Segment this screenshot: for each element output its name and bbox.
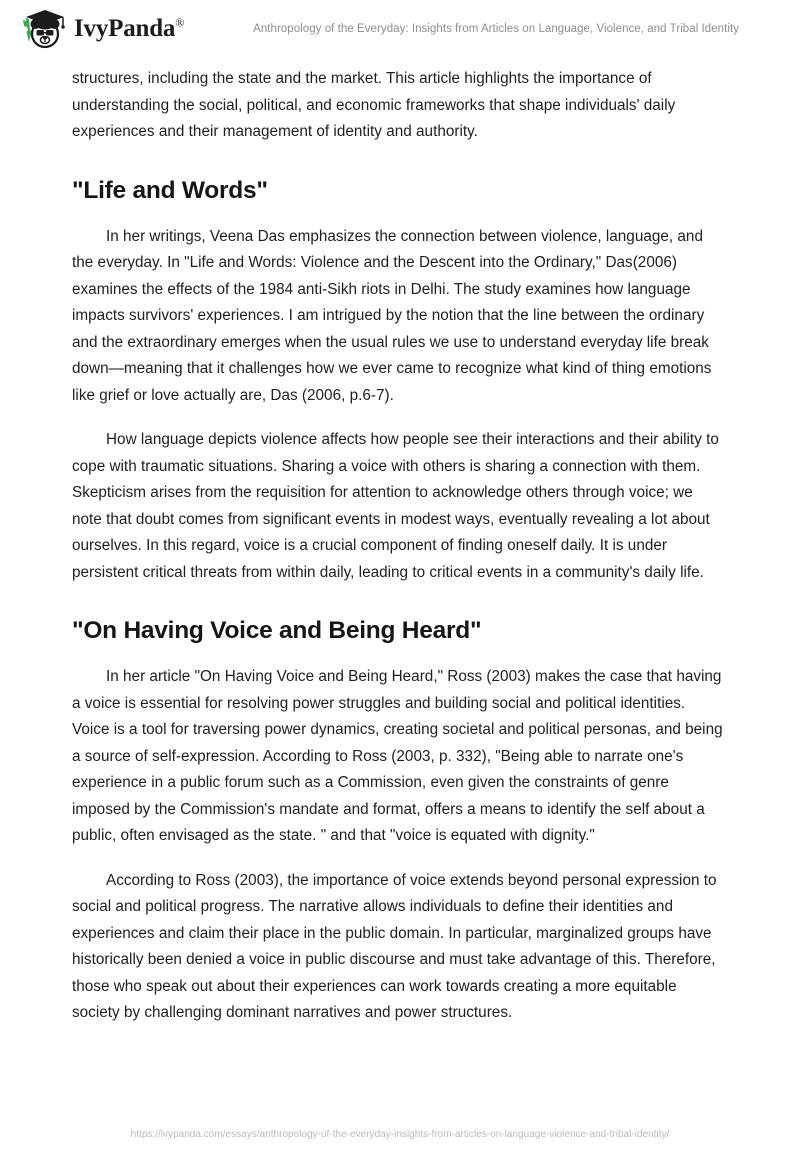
brand-logo[interactable] bbox=[18, 7, 184, 51]
section-heading-on-having-voice-and-being-heard: "On Having Voice and Being Heard" bbox=[72, 617, 482, 644]
ivypanda-panda-graduate-logo-icon bbox=[18, 7, 66, 51]
paragraph: In her writings, Veena Das emphasizes the connection between violence, language, and the everyday. In "Life and Words: Violence and the Descent into the Ordinary," Das(2006) examines the effects of the 1984 anti-Sikh riots in Delhi. The study examines how language impacts survivors' experiences. I am intrigued by the notion that the line between the ordinary and the extraordinary emerges when the usual rules we use to understand everyday life break down—meaning that it challenges how we ever came to recognize what kind of thing emotions like grief or love actually are, Das (2006, p.6-7). bbox=[72, 227, 712, 404]
article-body bbox=[72, 66, 724, 1031]
paragraph: In her article "On Having Voice and Being Heard," Ross (2003) makes the case that having a voice is essential for resolving power struggles and building social and political identities. Voice is a tool for traversing power dynamics, creating societal and political personas, and being a source of self-expression. According to Ross (2003, p. 332), "Being able to narrate one's experience in a public forum such as a Commission, even given the constraints of genre imposed by the Commission's mandate and format, offers a means to identify the self about a public, often envisaged as the state. " and that "voice is equated with dignity." bbox=[72, 668, 723, 844]
paragraph: How language depicts violence affects how people see their interactions and their ability to cope with traumatic situations. Sharing a voice with others is sharing a connection with them. Skepticism arises from the requisition for attention to acknowledge others through voice; we note that doubt comes from significant events in modest ways, eventually revealing a lot about ourselves. In this regard, voice is a crucial component of finding oneself daily. It is under persistent critical threats from within daily, leading to critical events in a community's daily life. bbox=[72, 431, 719, 581]
source-url-link[interactable]: https://ivypanda.com/essays/anthropology-of-the-everyday-insights-from-articles-on-language-violence-and-tribal-identity/ bbox=[130, 1129, 670, 1140]
page-header bbox=[0, 0, 800, 58]
brand-wordmark bbox=[74, 15, 184, 43]
paragraph: According to Ross (2003), the importance of voice extends beyond personal expression to social and political progress. The narrative allows individuals to define their identities and experiences and claim their place in the public domain. In particular, marginalized groups have historically been denied a voice in public discourse and must take advantage of this. Therefore, those who speak out about their experiences can work towards creating a more equitable society by challenging dominant narratives and power structures. bbox=[72, 871, 717, 1021]
paragraph: structures, including the state and the market. This article highlights the importance of understanding the social, political, and economic frameworks that shape individuals' daily experiences and their management of identity and authority. bbox=[72, 70, 676, 140]
page-footer bbox=[0, 1124, 800, 1142]
section-heading-life-and-words: "Life and Words" bbox=[72, 176, 268, 204]
document-title-header: Anthropology of the Everyday: Insights from Articles on Language, Violence, and Tribal Identity bbox=[253, 23, 740, 35]
brand-name-text: IvyPanda bbox=[74, 15, 176, 42]
registered-trademark-icon: ® bbox=[175, 15, 185, 30]
